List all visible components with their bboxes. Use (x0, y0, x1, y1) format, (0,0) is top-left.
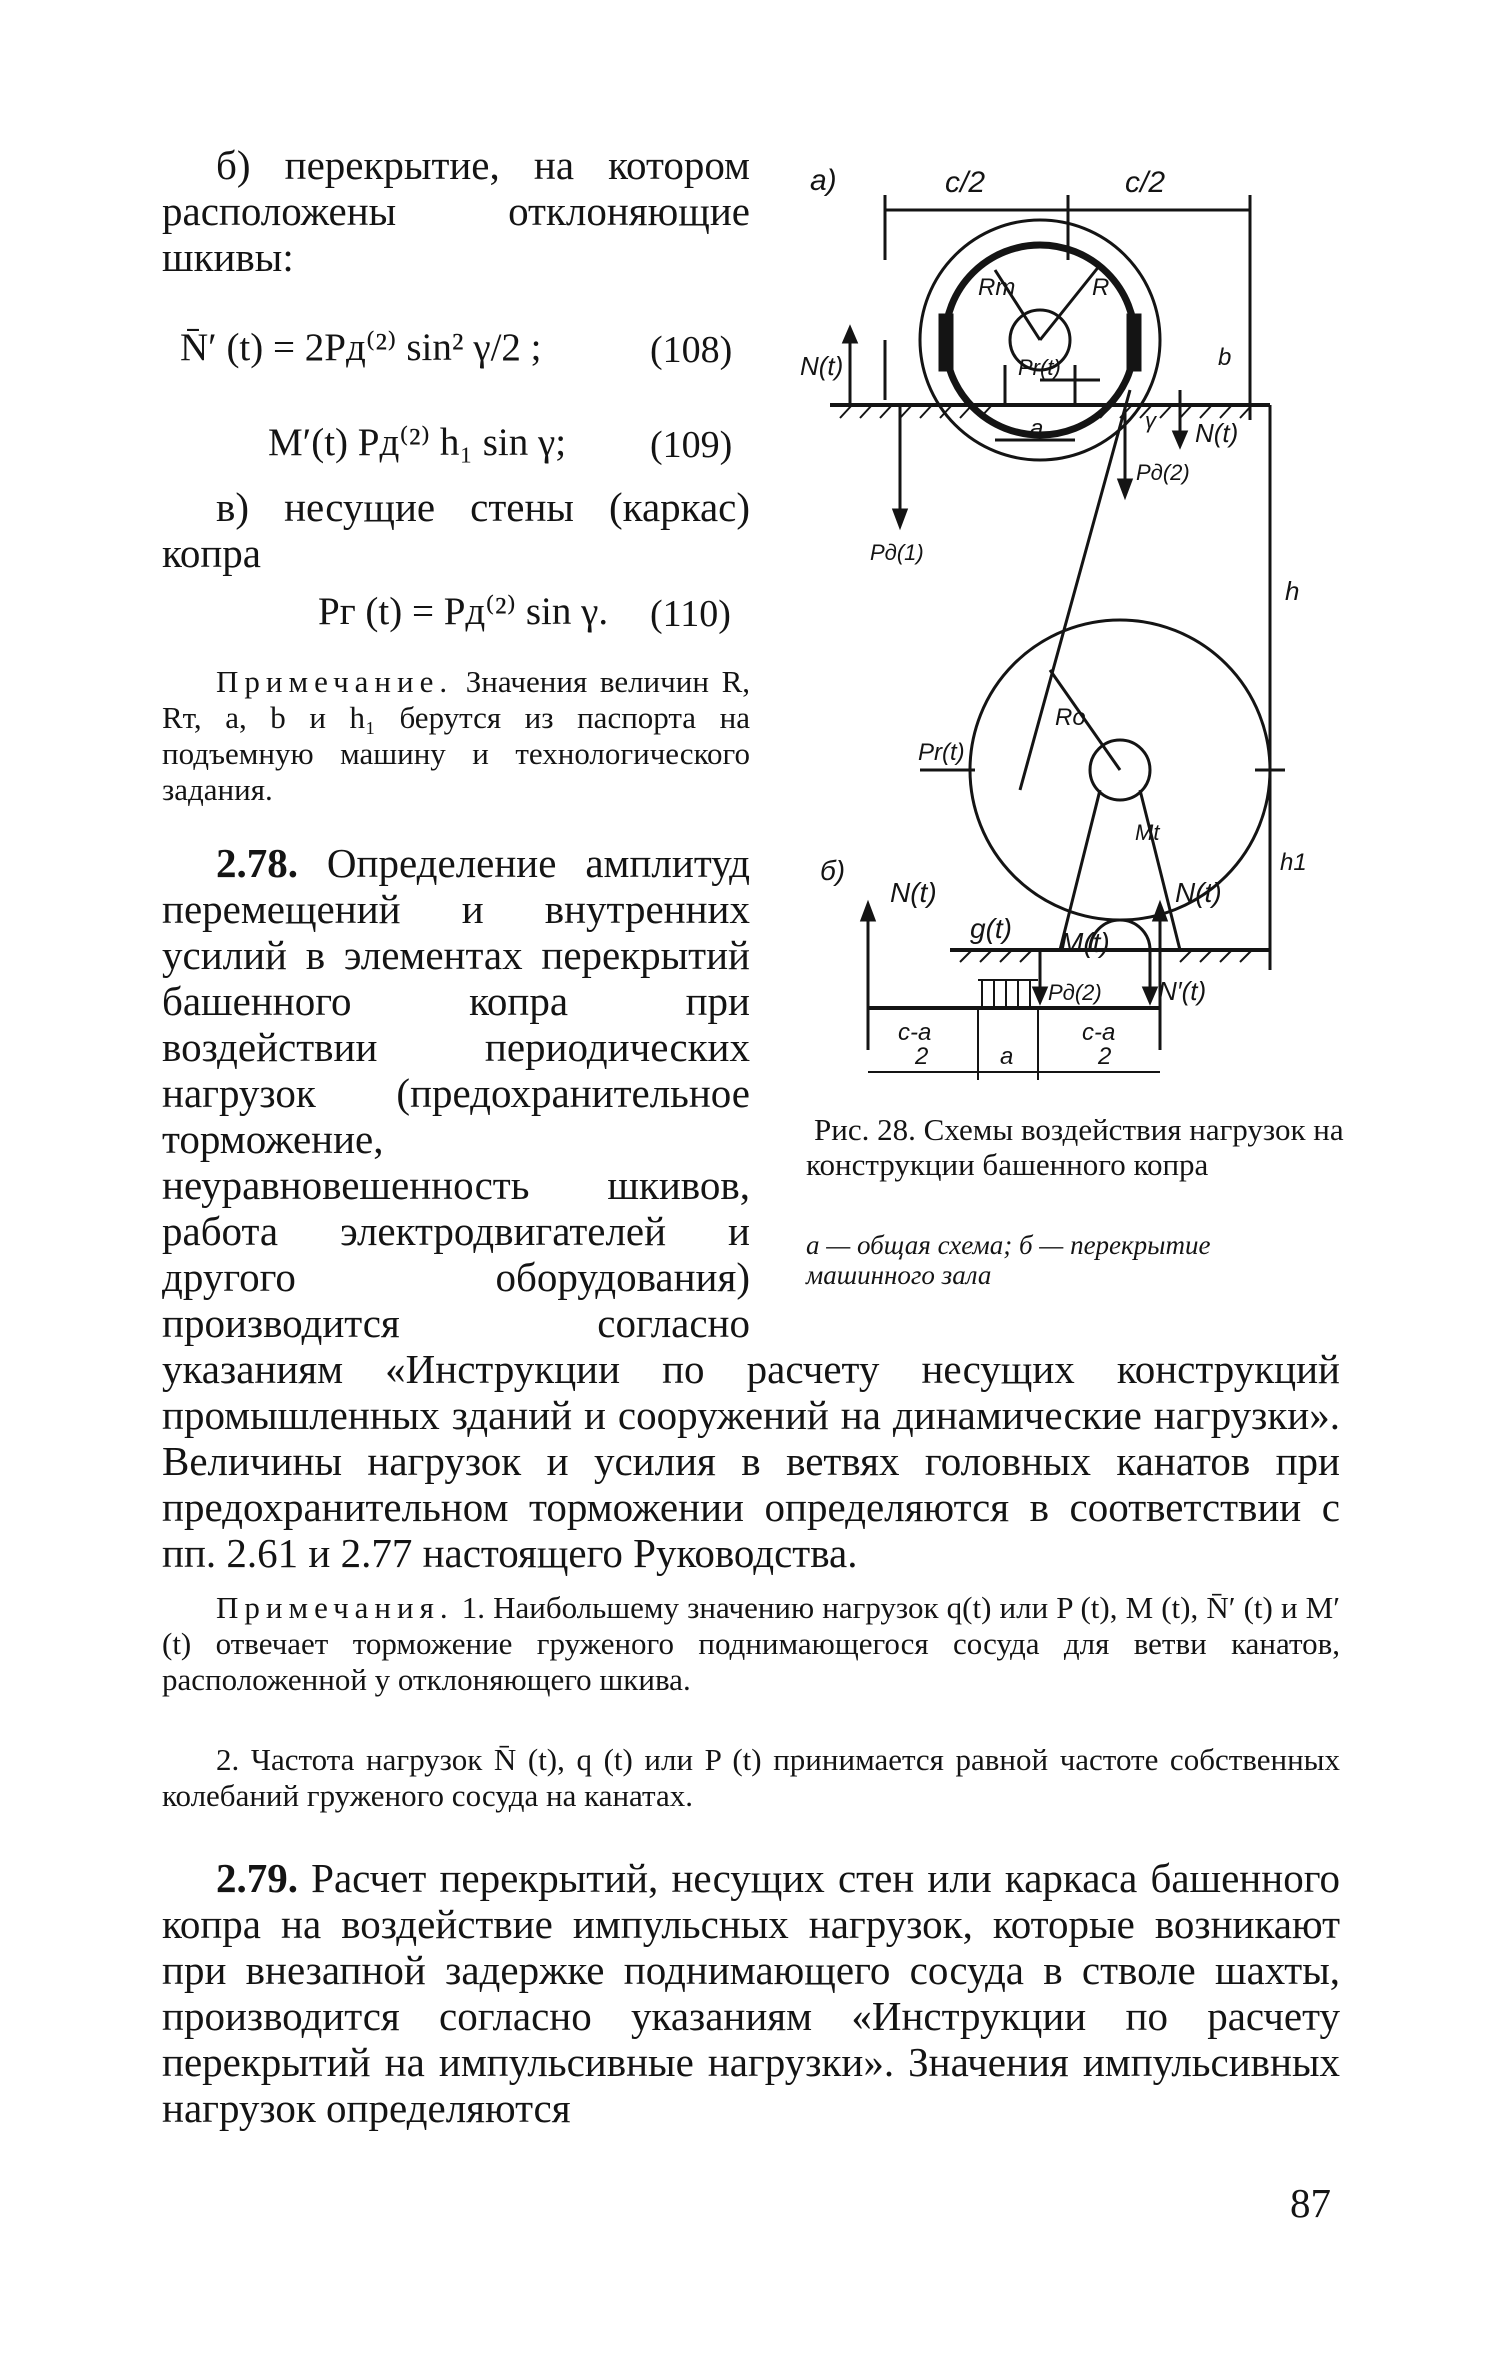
beam-n-left: N(t) (890, 877, 937, 908)
arrow-pd1-head (894, 510, 906, 526)
note-label: Примечание. (216, 664, 454, 699)
beam-ca-left-num: c-a (898, 1019, 932, 1046)
beam-ca-left-den: 2 (915, 1043, 929, 1070)
figure-caption: Рис. 28. Схемы воздействия нагрузок на конструкции башенного копра (806, 1112, 1344, 1182)
arrow-n-right-head (1174, 432, 1186, 446)
label-ro: Ro (1055, 704, 1086, 731)
arrow-n-left-head (844, 328, 856, 342)
note-text: Значения величин R, Rт, a, b и h₁ берутся из паспорта на подъемную машину и технологического задания. (162, 664, 750, 807)
formula-109: M′(t) Pд⁽²⁾ h₁ sin γ; (268, 421, 567, 464)
figure-28-beam (820, 850, 1240, 1090)
section-2-79 (162, 1855, 1340, 2131)
label-c-half-2: c/2 (1125, 166, 1166, 199)
label-b: b (1218, 344, 1232, 371)
beam-ca-right-num: c-a (1082, 1019, 1116, 1046)
label-gamma: γ (1145, 408, 1156, 433)
section-2-78-number: 2.78. (216, 840, 298, 886)
distributed-load (978, 980, 1038, 1006)
section-2-79-text: Расчет перекрытий, несущих стен или каркаса башенного копра на воздействие импульсных нагрузок, которые возникают при внезапной задержке поднимающего сосуда в стволе шахты, производится согласно указаниям «Инструкции по расчету перекрытий на импульсивные нагрузки». Значения импульсивных нагрузок определяются (162, 1855, 1340, 2131)
note-2: 2. Частота нагрузок N̄ (t), q (t) или P (t) принимается равной частоте собственных колебаний груженого сосуда на канатах. (162, 1742, 1340, 1813)
label-pd2-top: Pд(2) (1136, 460, 1190, 485)
label-a: а) (810, 164, 837, 197)
notes-block (162, 1590, 1340, 1698)
beam-ca-right-den: 2 (1098, 1043, 1112, 1070)
item-b-paragraph: б) перекрытие, на котором расположены отклоняющие шкивы: (162, 142, 750, 280)
beam-n-right: N(t) (1175, 877, 1222, 908)
beam-q: g(t) (970, 913, 1012, 944)
label-n-right: N(t) (1195, 418, 1239, 448)
label-r: R (1092, 274, 1110, 301)
note-1: 1. Наибольшему значению нагрузок q(t) или P (t), M (t), N̄′ (t) и M′ (t) отвечает торможение груженого поднимающегося сосуда для ветви канатов, расположенной у отклоняющего шкива. (162, 1590, 1340, 1697)
label-h1: h1 (1280, 849, 1307, 876)
formula-110: Pг (t) = Pд⁽²⁾ sin γ. (318, 590, 609, 633)
beam-arrow-right-head (1154, 904, 1166, 920)
equation-number-108: (108) (650, 329, 733, 371)
label-n-prime: N′(t) (1158, 976, 1207, 1006)
label-pr-mid: Pr(t) (918, 739, 965, 766)
label-n-left: N(t) (800, 351, 844, 381)
label-h: h (1285, 576, 1300, 606)
label-pr-top: Pr(t) (1018, 355, 1061, 380)
formula-108: N̄′ (t) = 2Pд⁽²⁾ sin² γ/2 ; (180, 326, 542, 369)
label-c-half-1: c/2 (945, 166, 986, 199)
section-2-79-number: 2.79. (216, 1855, 298, 1901)
label-mt: Mt (1135, 820, 1160, 845)
radius-r-line (1040, 265, 1100, 340)
notes-label: Примечания. (216, 1590, 454, 1625)
beam-arrow-left-head (862, 904, 874, 920)
label-a-top: a (1030, 415, 1044, 442)
page-number: 87 (1290, 2180, 1331, 2226)
item-v-paragraph: в) несущие стены (каркас) копра (162, 484, 750, 576)
beam-m: M(t) (1060, 927, 1110, 958)
label-pd2-bottom: Pд(2) (1048, 980, 1102, 1005)
label-pd1: Pд(1) (870, 540, 924, 565)
arrow-pd2-top-head (1119, 480, 1131, 496)
brake-left (940, 315, 952, 370)
equation-number-110: (110) (650, 593, 731, 635)
note-paragraph (162, 664, 750, 808)
brake-right (1128, 315, 1140, 370)
beam-a: a (1000, 1043, 1014, 1070)
label-rt: Rт (978, 274, 1016, 301)
figure-sub-caption: а — общая схема; б — перекрытие машинного зала (806, 1230, 1211, 1290)
beam-label-b: б) (820, 855, 846, 886)
section-2-78-text: Определение амплитуд перемещений и внутренних усилий в элементах перекрытий башенного копра при воздействии периодических нагрузок (предохранительное торможение, неуравновешенность шкивов, работа электродвигателей и другого оборудования) производится согласно указаниям «Инструкции по расчету несущих конструкций промышленных зданий и сооружений на динамические нагрузки». Величины нагрузок и усилия в ветвях головных канатов при предохранительном торможении определяются в соответствии с пп. 2.61 и 2.77 настоящего Руководства. (162, 840, 1340, 1576)
equation-number-109: (109) (650, 424, 733, 466)
